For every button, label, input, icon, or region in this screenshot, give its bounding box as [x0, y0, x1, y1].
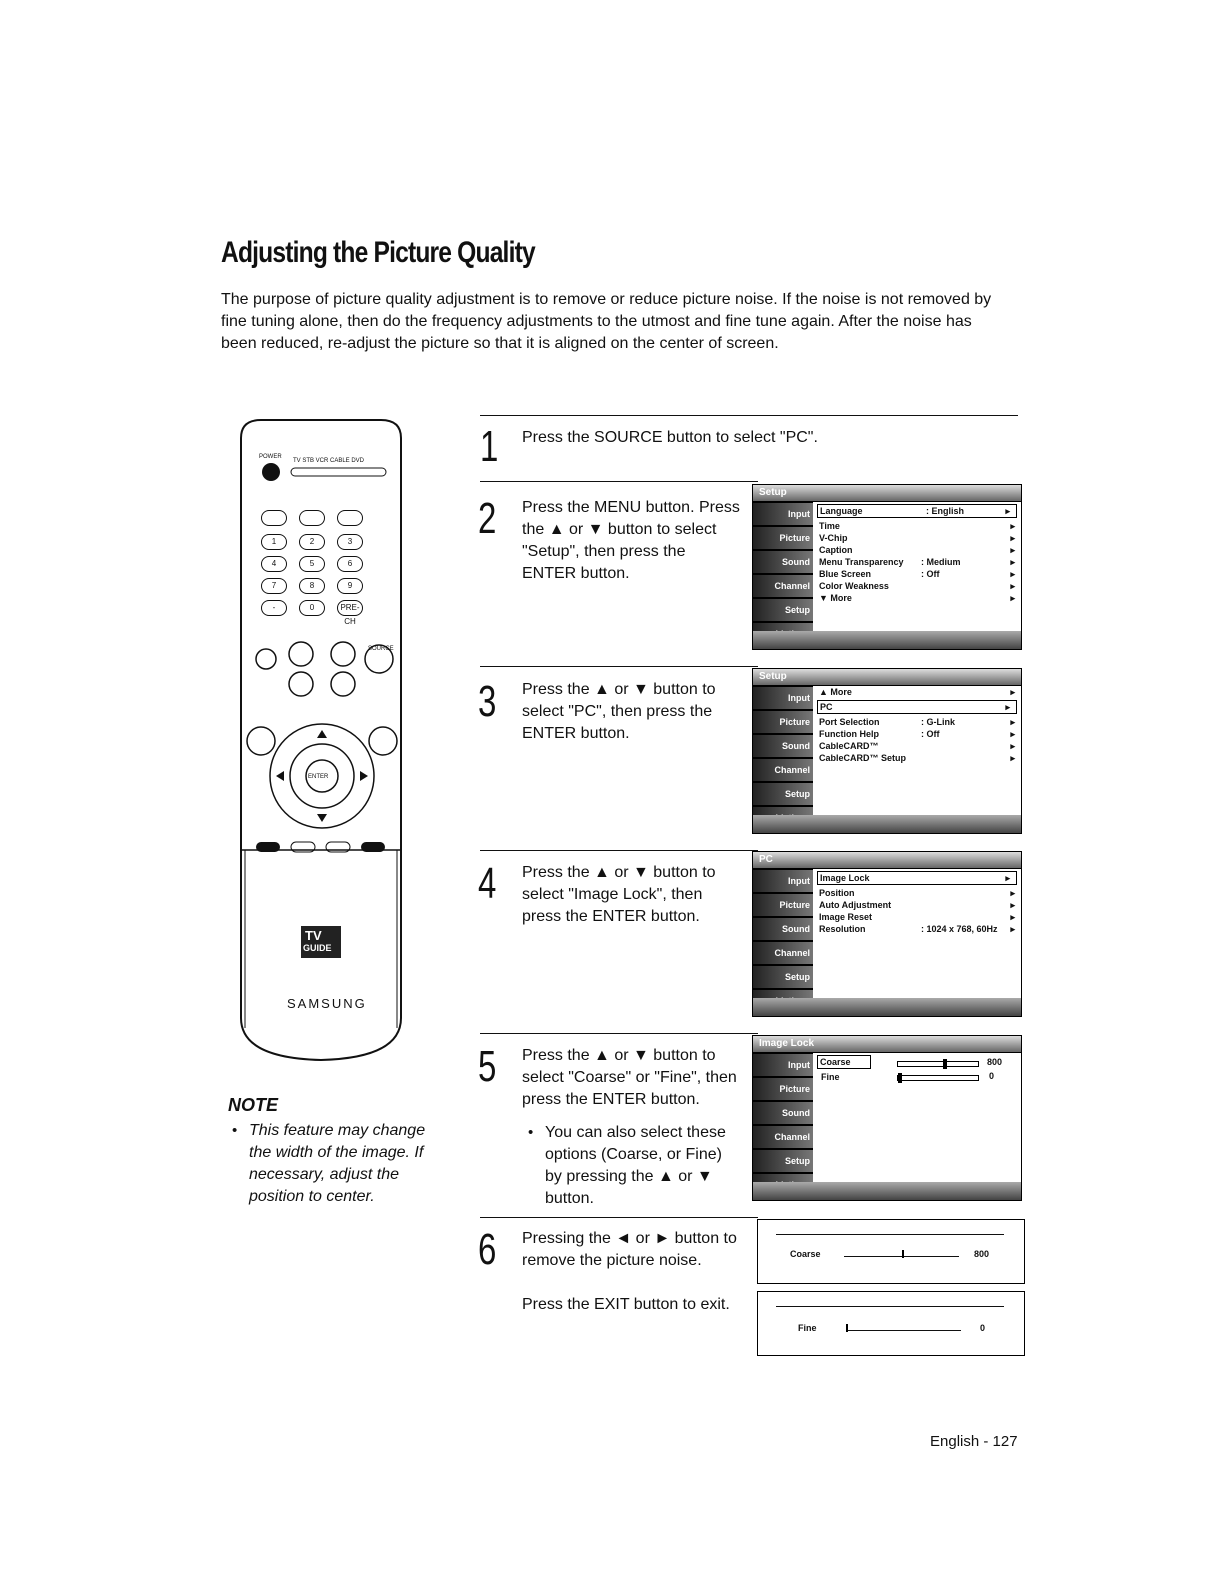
step-2-number: 2 [478, 494, 497, 543]
setup-menu-title: Setup [753, 485, 1021, 501]
sidebar-item-input: Input [753, 870, 813, 893]
sidebar-item-channel: Channel [753, 1126, 813, 1149]
step-6-exit-text: Press the EXIT button to exit. [522, 1296, 730, 1313]
menu-item: ▲ More ▸ [819, 687, 1015, 697]
sidebar-item-channel: Channel [753, 759, 813, 782]
coarse-slider [897, 1061, 979, 1067]
menu-item: Port Selection : G-Link ▸ [819, 717, 1015, 727]
setup-menu-list [813, 502, 1021, 631]
sidebar-item-picture: Picture [753, 894, 813, 917]
remote-key-2: 2 [299, 534, 325, 550]
remote-key-8: 8 [299, 578, 325, 594]
menu-item: Time ▸ [819, 521, 1015, 531]
intro-paragraph: The purpose of picture quality adjustment is to remove or reduce picture noise. If the noise is not removed by fine tuning alone, then do the frequency adjustments to the utmost and fine tune again. After the noise has been reduced, re-adjust the picture so that it is aligned on the center of screen. [221, 291, 992, 352]
step-5-text: Press the ▲ or ▼ button to select "Coarse" or "Fine", then press the ENTER button. [522, 1047, 737, 1108]
sidebar-item-input: Input [753, 1054, 813, 1077]
step-3-text: Press the ▲ or ▼ button to select "PC", then press the ENTER button. [522, 681, 716, 742]
menu-item: V-Chip ▸ [819, 533, 1015, 543]
tv-guide-logo-top: TV [305, 928, 322, 943]
page-footer: English - 127 [930, 1433, 1018, 1450]
note-heading: NOTE [228, 1095, 279, 1115]
step-1-text: Press the SOURCE button to select "PC". [522, 429, 818, 446]
setup-menu-screen [752, 484, 1022, 650]
tv-guide-logo-bottom: GUIDE [303, 943, 332, 953]
menu-item: CableCARD™ ▸ [819, 741, 1015, 751]
sidebar-item-setup: Setup [753, 966, 813, 989]
menu-item: PC ▸ [817, 700, 1017, 714]
page-title: Adjusting the Picture Quality [221, 236, 535, 269]
remote-key [261, 510, 287, 526]
fine-slider [897, 1075, 979, 1081]
coarse-bar-value: 800 [974, 1249, 990, 1259]
step-4-number: 4 [478, 859, 497, 908]
fine-value: 0 [989, 1071, 995, 1081]
menu-item: Resolution : 1024 x 768, 60Hz ▸ [819, 924, 1015, 934]
setup-more-menu-screen [752, 668, 1022, 834]
menu-sidebar [753, 686, 813, 815]
image-lock-menu-list [813, 1053, 1021, 1182]
mode-labels: TV STB VCR CABLE DVD [293, 458, 365, 464]
setup-more-menu-title: Setup [753, 669, 1021, 685]
coarse-adjust-box [757, 1219, 1025, 1284]
fine-bar-value: 0 [980, 1323, 986, 1333]
menu-item: Blue Screen : Off ▸ [819, 569, 1015, 579]
sidebar-item-input: Input [753, 687, 813, 710]
remote-key-10: - [261, 600, 287, 616]
step-4-text: Press the ▲ or ▼ button to select "Image Lock", then press the ENTER button. [522, 864, 716, 925]
remote-key [299, 510, 325, 526]
fine-item: Fine [821, 1072, 840, 1082]
note-text: This feature may change the width of the image. If necessary, adjust the position to center. [249, 1122, 426, 1205]
remote-key-5: 5 [299, 556, 325, 572]
brand-logo: SAMSUNG [287, 996, 367, 1011]
menu-item: Color Weakness ▸ [819, 581, 1015, 591]
image-lock-menu-screen [752, 1035, 1022, 1201]
step-5-number: 5 [478, 1042, 497, 1091]
sidebar-item-setup: Setup [753, 599, 813, 622]
remote-key-7: 7 [261, 578, 287, 594]
step-5-bullet: You can also select these options (Coarse, or Fine) by pressing the ▲ or ▼ button. [545, 1124, 726, 1207]
pc-menu-title: PC [753, 852, 1021, 868]
fine-bar-label: Fine [798, 1323, 817, 1333]
remote-key-12: PRE-CH [337, 600, 363, 616]
step-6-text: Pressing the ◄ or ► button to remove the picture noise. [522, 1230, 737, 1269]
menu-sidebar [753, 1053, 813, 1182]
pc-menu-list [813, 869, 1021, 998]
enter-label: ENTER [308, 774, 329, 780]
sidebar-item-sound: Sound [753, 1102, 813, 1125]
menu-item: Function Help : Off ▸ [819, 729, 1015, 739]
image-lock-menu-title: Image Lock [753, 1036, 1021, 1052]
remote-key-6: 6 [337, 556, 363, 572]
sidebar-item-setup: Setup [753, 783, 813, 806]
sidebar-item-picture: Picture [753, 527, 813, 550]
menu-item: Position ▸ [819, 888, 1015, 898]
sidebar-item-channel: Channel [753, 575, 813, 598]
sidebar-item-sound: Sound [753, 735, 813, 758]
menu-sidebar [753, 502, 813, 631]
fine-adjust-box [757, 1291, 1025, 1356]
coarse-bar-label: Coarse [790, 1249, 821, 1259]
sidebar-item-channel: Channel [753, 942, 813, 965]
pc-menu-screen [752, 851, 1022, 1017]
sidebar-item-sound: Sound [753, 551, 813, 574]
remote-key-11: 0 [299, 600, 325, 616]
source-label: SOURCE [368, 646, 394, 652]
power-label: POWER [259, 454, 282, 460]
step-6-number: 6 [478, 1225, 497, 1274]
menu-item: ▼ More ▸ [819, 593, 1015, 603]
coarse-item: Coarse [817, 1055, 871, 1069]
remote-key-3: 3 [337, 534, 363, 550]
remote-key-4: 4 [261, 556, 287, 572]
setup-more-menu-list [813, 686, 1021, 815]
coarse-value: 800 [987, 1057, 1003, 1067]
menu-item: Image Reset ▸ [819, 912, 1015, 922]
sidebar-item-picture: Picture [753, 711, 813, 734]
menu-item: Caption ▸ [819, 545, 1015, 555]
sidebar-item-setup: Setup [753, 1150, 813, 1173]
remote-control [221, 418, 421, 1063]
step-1-number: 1 [480, 422, 499, 471]
menu-item: Auto Adjustment ▸ [819, 900, 1015, 910]
remote-key [337, 510, 363, 526]
sidebar-item-input: Input [753, 503, 813, 526]
menu-item: Menu Transparency : Medium ▸ [819, 557, 1015, 567]
sidebar-item-picture: Picture [753, 1078, 813, 1101]
sidebar-item-sound: Sound [753, 918, 813, 941]
menu-item: Image Lock ▸ [817, 871, 1017, 885]
step-3-number: 3 [478, 677, 497, 726]
step-2-text: Press the MENU button. Press the ▲ or ▼ button to select "Setup", then press the ENTER button. [522, 499, 740, 582]
menu-item: CableCARD™ Setup ▸ [819, 753, 1015, 763]
menu-sidebar [753, 869, 813, 998]
remote-key-1: 1 [261, 534, 287, 550]
menu-item: Language : English ▸ [817, 504, 1017, 518]
remote-key-9: 9 [337, 578, 363, 594]
